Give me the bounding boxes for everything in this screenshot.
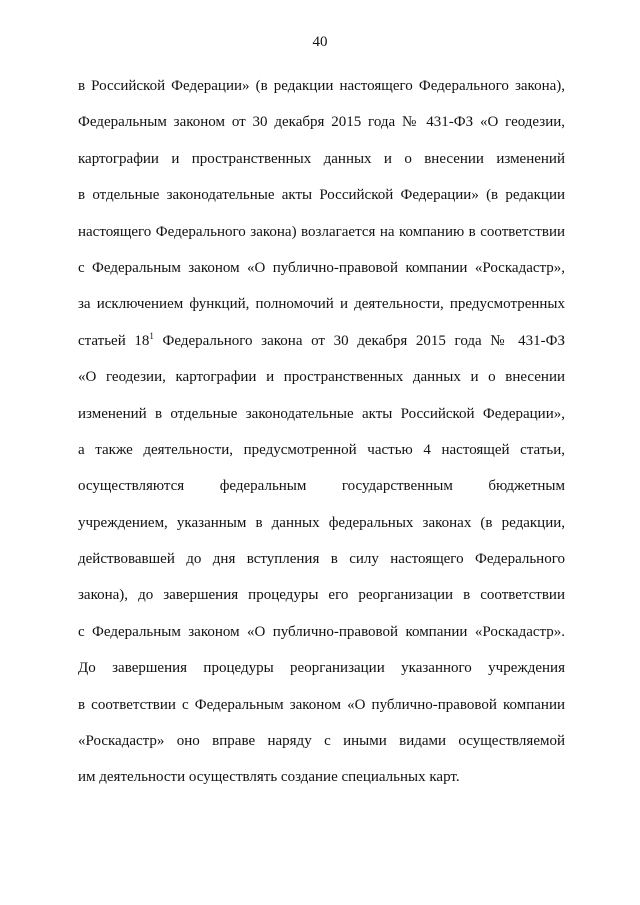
text-line: в отдельные законодательные акты Российской Федерации» (в редакции — [78, 187, 565, 204]
text-line: «Роскадастр» оно вправе наряду с иными видами осуществляемой — [78, 733, 565, 750]
text-line-with-superscript — [78, 323, 565, 359]
text-line: действовавшей до дня вступления в силу настоящего Федерального — [78, 551, 565, 568]
text-line: Федеральным законом от 30 декабря 2015 года № 431-ФЗ «О геодезии, — [78, 114, 565, 131]
superscript-marker: 1 — [149, 330, 154, 341]
text-line: закона), до завершения процедуры его реорганизации в соответствии — [78, 587, 565, 604]
text-line: изменений в отдельные законодательные акты Российской Федерации», — [78, 405, 565, 422]
text-line: за исключением функций, полномочий и деятельности, предусмотренных — [78, 296, 565, 313]
text-line: осуществляются федеральным государственным бюджетным — [78, 478, 565, 495]
page-number: 40 — [312, 34, 328, 50]
text-line: настоящего Федерального закона) возлагается на компанию в соответствии — [78, 223, 565, 240]
text-line: До завершения процедуры реорганизации указанного учреждения — [78, 660, 565, 677]
text-line: с Федеральным законом «О публично-правовой компании «Роскадастр». — [78, 623, 565, 640]
text-line: в Российской Федерации» (в редакции настоящего Федерального закона), — [78, 78, 565, 94]
text-line: учреждением, указанным в данных федеральных законах (в редакции, — [78, 514, 565, 531]
text-segment: Федерального закона от 30 декабря 2015 года № 431-ФЗ — [153, 332, 565, 349]
text-line: «О геодезии, картографии и пространственных данных и о внесении — [78, 369, 565, 386]
text-segment: статьей 18 — [78, 332, 150, 349]
text-line: картографии и пространственных данных и о внесении изменений — [78, 150, 565, 167]
text-line: а также деятельности, предусмотренной частью 4 настоящей статьи, — [78, 441, 565, 458]
document-body — [78, 68, 565, 796]
text-line: в соответствии с Федеральным законом «О публично-правовой компании — [78, 696, 565, 713]
text-line: с Федеральным законом «О публично-правовой компании «Роскадастр», — [78, 259, 565, 276]
text-line: им деятельности осуществлять создание специальных карт. — [78, 769, 460, 786]
